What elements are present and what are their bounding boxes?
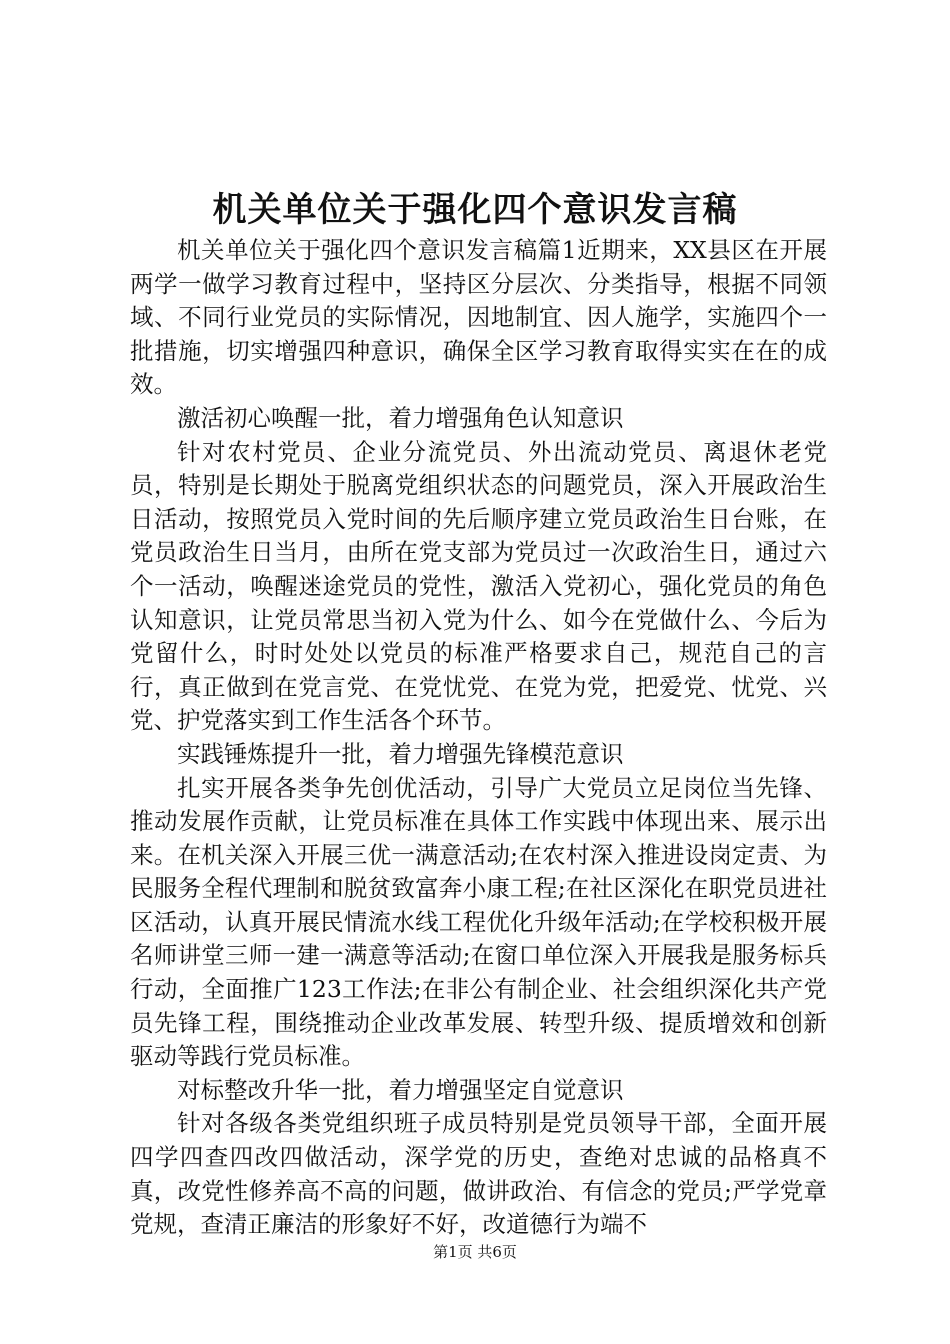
paragraph-section-2: 扎实开展各类争先创优活动，引导广大党员立足岗位当先锋、推动发展作贡献，让党员标准在具体工作实践中体现出来、展示出来。在机关深入开展三优一满意活动;在农村深入推进设岗定责、为民服务全程代理制和脱贫致富奔小康工程;在社区深化在职党员进社区活动，认真开展民情流水线工程优化升级年活动;在学校积极开展名师讲堂三师一建一满意等活动;在窗口单位深入开展我是服务标兵行动，全面推广123工作法;在非公有制企业、社会组织深化共产党员先锋工程，围绕推动企业改革发展、转型升级、提质增效和创新驱动等践行党员标准。	[130, 773, 827, 1071]
page-number-footer: 第1页 共6页	[433, 1243, 517, 1261]
paragraph-section-1: 针对农村党员、企业分流党员、外出流动党员、离退休老党员，特别是长期处于脱离党组织状态的问题党员，深入开展政治生日活动，按照党员入党时间的先后顺序建立党员政治生日台账，在党员政治生日当月，由所在党支部为党员过一次政治生日，通过六个一活动，唤醒迷途党员的党性，激活入党初心，强化党员的角色认知意识，让党员常思当初入党为什么、如今在党做什么、今后为党留什么，时时处处以党员的标准严格要求自己，规范自己的言行，真正做到在党言党、在党忧党、在党为党，把爱党、忧党、兴党、护党落实到工作生活各个环节。	[130, 437, 827, 735]
section-heading-3: 对标整改升华一批，着力增强坚定自觉意识	[177, 1075, 624, 1104]
paragraph-section-3: 针对各级各类党组织班子成员特别是党员领导干部，全面开展四学四查四改四做活动，深学党的历史，查绝对忠诚的品格真不真，改党性修养高不高的问题，做讲政治、有信念的党员;严学党章党规，查清正廉洁的形象好不好，改道德行为端不	[130, 1109, 827, 1239]
section-heading-2: 实践锤炼提升一批，着力增强先锋模范意识	[177, 739, 624, 768]
document-title: 机关单位关于强化四个意识发言稿	[212, 190, 738, 230]
section-heading-1: 激活初心唤醒一批，着力增强角色认知意识	[177, 403, 624, 432]
paragraph-intro: 机关单位关于强化四个意识发言稿篇1近期来，XX县区在开展两学一做学习教育过程中，坚持区分层次、分类指导，根据不同领域、不同行业党员的实际情况，因地制宜、因人施学，实施四个一批措施，切实增强四种意识，确保全区学习教育取得实实在在的成效。	[130, 236, 827, 399]
document-body	[130, 234, 827, 1242]
